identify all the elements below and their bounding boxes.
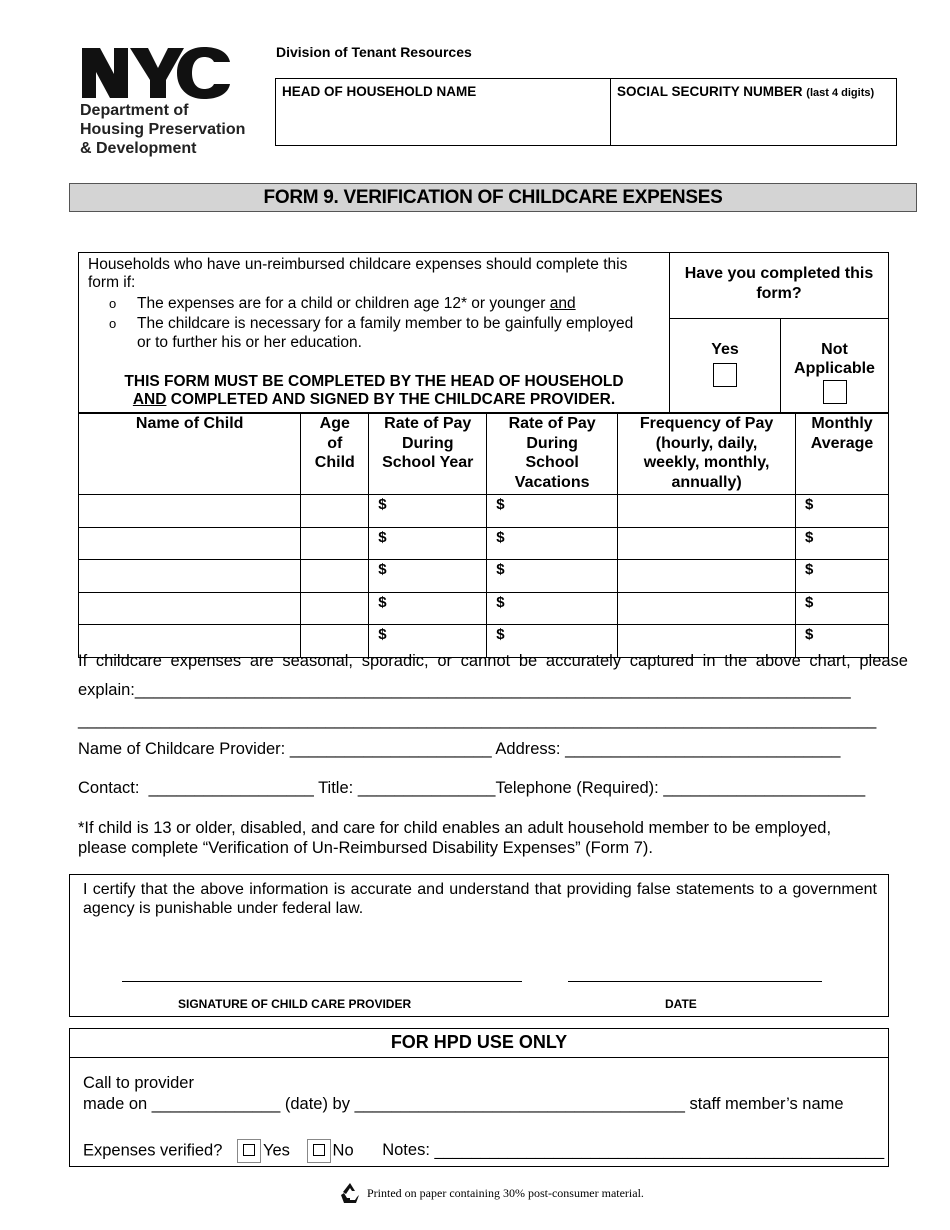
table-cell[interactable]	[618, 527, 796, 560]
currency-symbol: $	[805, 593, 814, 611]
not-applicable-option	[781, 319, 888, 412]
table-cell[interactable]	[487, 495, 618, 528]
certification-text: I certify that the above information is accurate and understand that providing false statements to a government agency is punishable under federal law.	[83, 881, 877, 917]
explain-prompt: If childcare expenses are seasonal, sporadic, or cannot be accurately captured in the above chart, please	[78, 652, 908, 670]
recycle-icon	[337, 1181, 363, 1205]
ssn-field[interactable]	[611, 79, 880, 145]
verified-yes-label: Yes	[263, 1141, 290, 1160]
verified-no-checkbox[interactable]	[307, 1139, 331, 1163]
table-cell[interactable]	[796, 592, 889, 625]
requirement-line-1: THIS FORM MUST BE COMPLETED BY THE HEAD OF HOUSEHOLD	[124, 373, 624, 390]
signature-line[interactable]	[122, 981, 522, 982]
title-label: Title:	[318, 779, 354, 797]
head-of-household-field[interactable]	[276, 79, 611, 145]
table-cell[interactable]	[369, 592, 487, 625]
notes-label: Notes:	[382, 1141, 430, 1160]
contact-label: Contact:	[78, 779, 140, 797]
notes-field[interactable]: _________________________________________________	[434, 1141, 885, 1160]
recycled-paper-notice	[337, 1181, 644, 1205]
instructions-box	[78, 252, 670, 413]
childcare-expenses-table	[78, 413, 889, 658]
currency-symbol: $	[805, 496, 814, 513]
currency-symbol: $	[496, 626, 505, 643]
household-info-box	[275, 78, 897, 146]
ssn-sublabel: (last 4 digits)	[806, 87, 875, 99]
table-cell[interactable]	[618, 592, 796, 625]
signature-caption: SIGNATURE OF CHILD CARE PROVIDER	[178, 997, 412, 1011]
table-row	[79, 527, 889, 560]
table-cell[interactable]	[369, 560, 487, 593]
table-cell[interactable]	[301, 592, 369, 625]
department-line-3: & Development	[80, 140, 197, 157]
table-cell[interactable]	[79, 592, 301, 625]
hpd-use-title: FOR HPD USE ONLY	[70, 1029, 888, 1058]
yes-option	[670, 319, 781, 412]
currency-symbol: $	[378, 626, 387, 643]
call-made-line[interactable]: made on ______________ (date) by ____________________________________ staff member’s name	[83, 1095, 844, 1113]
column-header: Rate of Pay During School Year	[369, 414, 487, 495]
completed-question: Have you completed this form?	[670, 253, 888, 319]
completion-requirement	[79, 373, 669, 409]
completed-question-box	[669, 252, 889, 413]
expenses-verified-line	[83, 1139, 884, 1163]
table-row	[79, 560, 889, 593]
currency-symbol: $	[805, 626, 814, 643]
table-row	[79, 592, 889, 625]
table-cell[interactable]	[796, 527, 889, 560]
table-cell[interactable]	[301, 560, 369, 593]
currency-symbol: $	[805, 528, 814, 546]
currency-symbol: $	[378, 528, 387, 546]
age-footnote: *If child is 13 or older, disabled, and care for child enables an adult household member to be employed, please complete “Verification of Un-Reimbursed Disability Expenses” (Form 7).	[78, 819, 832, 857]
column-header: Monthly Average	[796, 414, 889, 495]
date-by-label: (date) by	[284, 1095, 350, 1113]
table-cell[interactable]	[618, 495, 796, 528]
not-applicable-checkbox[interactable]	[823, 380, 847, 404]
provider-name-label: Name of Childcare Provider:	[78, 740, 286, 758]
ssn-label: SOCIAL SECURITY NUMBER	[617, 84, 803, 99]
hpd-use-box	[69, 1028, 889, 1167]
staff-name-label: staff member’s name	[689, 1095, 844, 1113]
currency-symbol: $	[496, 528, 505, 546]
explain-line-2[interactable]: _______________________________________________________________________________________	[78, 711, 877, 729]
currency-symbol: $	[378, 496, 387, 513]
not-applicable-label: Not Applicable	[794, 341, 875, 377]
currency-symbol: $	[805, 561, 814, 578]
call-to-provider-label: Call to provider	[83, 1074, 194, 1092]
currency-symbol: $	[378, 593, 387, 611]
recycle-text: Printed on paper containing 30% post-consumer material.	[367, 1185, 644, 1200]
table-cell[interactable]	[301, 495, 369, 528]
table-cell[interactable]	[487, 592, 618, 625]
bullet-icon: o	[109, 296, 117, 311]
list-item	[109, 314, 649, 352]
department-line-2: Housing Preservation	[80, 121, 246, 138]
yes-label: Yes	[711, 341, 739, 358]
provider-name-field[interactable]: Name of Childcare Provider: ______________________ Address: ______________________________	[78, 740, 841, 758]
instructions-intro: Households who have un-reimbursed childcare expenses should complete this form if:	[88, 256, 628, 291]
verified-no-label: No	[332, 1141, 354, 1160]
requirement-line-2-text: COMPLETED AND SIGNED BY THE CHILDCARE PROVIDER.	[170, 391, 616, 408]
division-name: Division of Tenant Resources	[276, 44, 472, 60]
currency-symbol: $	[496, 561, 505, 578]
made-on-label: made on	[83, 1095, 148, 1113]
requirement-and: AND	[132, 391, 167, 408]
currency-symbol: $	[496, 593, 505, 611]
table-cell[interactable]	[487, 527, 618, 560]
currency-symbol: $	[378, 561, 387, 578]
explain-line[interactable]: explain:______________________________________________________________________________	[78, 681, 851, 699]
provider-address-label: Address:	[495, 740, 561, 758]
bullet-2-text: The childcare is necessary for a family member to be gainfully employed or to further his or her education.	[137, 315, 634, 351]
table-cell[interactable]	[369, 495, 487, 528]
column-header: Name of Child	[79, 414, 301, 495]
list-item	[109, 294, 649, 313]
table-row	[79, 495, 889, 528]
telephone-label: Telephone (Required):	[495, 779, 659, 797]
department-line-1: Department of	[80, 102, 189, 119]
nyc-logo	[80, 46, 232, 100]
table-cell[interactable]	[487, 560, 618, 593]
table-cell[interactable]	[796, 495, 889, 528]
verified-yes-checkbox[interactable]	[237, 1139, 261, 1163]
table-cell[interactable]	[301, 527, 369, 560]
certification-box	[69, 874, 889, 1017]
table-cell[interactable]	[79, 495, 301, 528]
expenses-verified-label: Expenses verified?	[83, 1141, 223, 1160]
table-cell[interactable]	[79, 560, 301, 593]
bullet-icon: o	[109, 316, 117, 331]
table-cell[interactable]	[79, 527, 301, 560]
requirement-line-2	[79, 391, 669, 409]
provider-contact-field[interactable]: Contact: __________________ Title: _______________Telephone (Required): ______________________	[78, 779, 866, 797]
instructions-list	[109, 294, 649, 353]
yes-checkbox[interactable]	[713, 363, 737, 387]
column-header: Age of Child	[301, 414, 369, 495]
currency-symbol: $	[496, 496, 505, 513]
table-cell[interactable]	[369, 527, 487, 560]
column-header: Rate of Pay During School Vacations	[487, 414, 618, 495]
head-of-household-label: HEAD OF HOUSEHOLD NAME	[282, 84, 477, 99]
table-cell[interactable]	[796, 560, 889, 593]
department-name	[80, 101, 270, 158]
table-header-row	[79, 414, 889, 495]
bullet-1-text: The expenses are for a child or children age 12* or younger	[137, 295, 546, 312]
date-caption: DATE	[665, 997, 697, 1011]
form-title: FORM 9. VERIFICATION OF CHILDCARE EXPENSES	[69, 183, 917, 212]
column-header: Frequency of Pay (hourly, daily, weekly, monthly, annually)	[618, 414, 796, 495]
bullet-1-and: and	[549, 295, 576, 312]
table-cell[interactable]	[618, 560, 796, 593]
explain-label: explain:	[78, 681, 135, 699]
date-line[interactable]	[568, 981, 822, 982]
